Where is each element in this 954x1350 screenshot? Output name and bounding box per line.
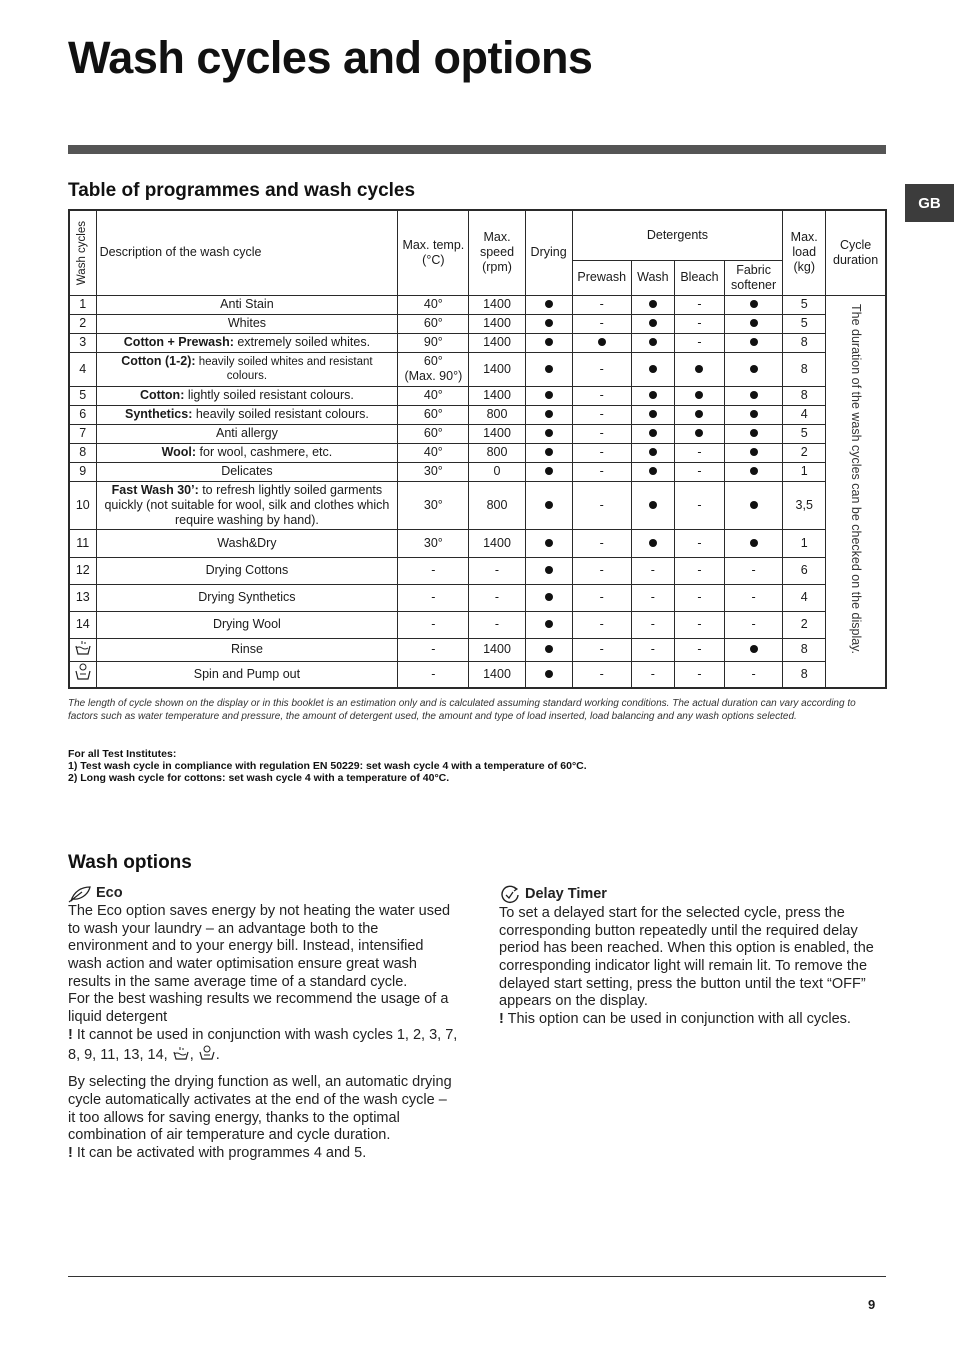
table-row: [69, 405, 886, 424]
spin-pump-icon: [198, 1045, 216, 1061]
spin-pump-icon: [69, 661, 96, 688]
bleach-cell: -: [674, 462, 724, 481]
max-load-cell: 5: [783, 424, 826, 443]
drying-cell: [525, 462, 572, 481]
max-speed-cell: -: [469, 584, 525, 611]
header-detergents: Detergents: [572, 210, 783, 260]
bleach-cell: -: [674, 611, 724, 638]
header-bleach: Bleach: [674, 260, 724, 295]
header-max-temp: Max. temp. (°C): [398, 210, 469, 295]
drying-cell: [525, 333, 572, 352]
cycle-description: Cotton + Prewash: extremely soiled whites.: [96, 333, 398, 352]
drying-cell: [525, 443, 572, 462]
bleach-cell: -: [674, 557, 724, 584]
wash-cell: [631, 295, 674, 314]
cycle-description: Rinse: [96, 638, 398, 661]
test-institutes-note: [68, 748, 587, 784]
drying-cell: [525, 424, 572, 443]
softener-cell: [725, 462, 783, 481]
page-title: Wash cycles and options: [68, 32, 593, 83]
max-speed-cell: 1400: [469, 529, 525, 557]
max-speed-cell: 1400: [469, 333, 525, 352]
test-institutes-heading: For all Test Institutes:: [68, 748, 177, 760]
programmes-table: [68, 209, 887, 689]
max-load-cell: 8: [783, 638, 826, 661]
cycle-description: Whites: [96, 314, 398, 333]
wash-cell: [631, 352, 674, 386]
wash-cell: [631, 481, 674, 529]
prewash-cell: -: [572, 529, 631, 557]
softener-cell: [725, 352, 783, 386]
header-description: Description of the wash cycle: [96, 210, 398, 295]
bleach-cell: [674, 405, 724, 424]
prewash-cell: -: [572, 638, 631, 661]
max-load-cell: 5: [783, 295, 826, 314]
max-speed-cell: -: [469, 611, 525, 638]
delay-timer-icon: [499, 885, 521, 905]
max-load-cell: 1: [783, 462, 826, 481]
language-tab: GB: [905, 184, 954, 222]
softener-cell: [725, 443, 783, 462]
table-row: [69, 661, 886, 688]
bleach-cell: -: [674, 529, 724, 557]
cycle-number: 3: [69, 333, 96, 352]
max-temp-cell: 30°: [398, 481, 469, 529]
footer-divider: [68, 1276, 886, 1277]
bleach-cell: [674, 424, 724, 443]
prewash-cell: -: [572, 443, 631, 462]
softener-cell: [725, 638, 783, 661]
drying-cell: [525, 557, 572, 584]
cycle-number: 11: [69, 529, 96, 557]
delay-timer-warning: ! This option can be used in conjunction with all cycles.: [499, 1011, 851, 1028]
max-speed-cell: 0: [469, 462, 525, 481]
max-temp-cell: 60°: [398, 405, 469, 424]
table-row: [69, 638, 886, 661]
max-temp-cell: 60° (Max. 90°): [398, 352, 469, 386]
wash-cell: -: [631, 584, 674, 611]
max-temp-cell: -: [398, 661, 469, 688]
wash-cell: [631, 424, 674, 443]
drying-cell: [525, 638, 572, 661]
max-speed-cell: 1400: [469, 386, 525, 405]
max-load-cell: 4: [783, 584, 826, 611]
prewash-cell: -: [572, 557, 631, 584]
bleach-cell: -: [674, 333, 724, 352]
softener-cell: -: [725, 557, 783, 584]
cycle-number: 8: [69, 443, 96, 462]
wash-cell: [631, 314, 674, 333]
max-speed-cell: 800: [469, 405, 525, 424]
eco-paragraph-2: For the best washing results we recommend the usage of a liquid detergent: [68, 991, 449, 1026]
wash-cell: -: [631, 638, 674, 661]
header-cycle-duration: Cycle duration: [826, 210, 886, 295]
cycle-duration-note: The duration of the wash cycles can be checked on the display.: [826, 295, 886, 688]
cycle-number: 9: [69, 462, 96, 481]
max-temp-cell: 60°: [398, 314, 469, 333]
header-drying: Drying: [525, 210, 572, 295]
eco-warning-2: ! It can be activated with programmes 4 and 5.: [68, 1144, 367, 1161]
bleach-cell: -: [674, 295, 724, 314]
cycle-number: 10: [69, 481, 96, 529]
drying-cell: [525, 661, 572, 688]
cycle-number: 4: [69, 352, 96, 386]
header-fabric-softener: Fabric softener: [725, 260, 783, 295]
drying-cell: [525, 386, 572, 405]
prewash-cell: [572, 333, 631, 352]
header-wash-cycles: Wash cycles: [69, 210, 96, 295]
cycle-number: 13: [69, 584, 96, 611]
cycle-description: Wash&Dry: [96, 529, 398, 557]
cycle-description: Cotton: lightly soiled resistant colours.: [96, 386, 398, 405]
bleach-cell: [674, 352, 724, 386]
max-speed-cell: 1400: [469, 638, 525, 661]
max-load-cell: 2: [783, 611, 826, 638]
cycle-description: Fast Wash 30’: to refresh lightly soiled garments quickly (not suitable for wool, silk and clothes which require washing by hand).: [96, 481, 398, 529]
table-row: [69, 314, 886, 333]
cycle-number: 6: [69, 405, 96, 424]
cycle-description: Anti Stain: [96, 295, 398, 314]
prewash-cell: -: [572, 352, 631, 386]
max-load-cell: 2: [783, 443, 826, 462]
header-prewash: Prewash: [572, 260, 631, 295]
max-temp-cell: -: [398, 638, 469, 661]
drying-cell: [525, 405, 572, 424]
softener-cell: [725, 386, 783, 405]
wash-cell: -: [631, 661, 674, 688]
cycle-description: Cotton (1-2): heavily soiled whites and resistant colours.: [96, 352, 398, 386]
cycle-number: 1: [69, 295, 96, 314]
wash-cell: [631, 405, 674, 424]
delay-timer-label: Delay Timer: [525, 886, 607, 903]
header-max-speed: Max. speed (rpm): [469, 210, 525, 295]
max-speed-cell: 1400: [469, 352, 525, 386]
drying-cell: [525, 584, 572, 611]
table-row: [69, 386, 886, 405]
test-institutes-line1: 1) Test wash cycle in compliance with regulation EN 50229: set wash cycle 4 with a temperature of 60°C.: [68, 760, 587, 773]
cycle-description: Spin and Pump out: [96, 661, 398, 688]
table-row: [69, 462, 886, 481]
wash-cell: [631, 443, 674, 462]
max-speed-cell: -: [469, 557, 525, 584]
prewash-cell: -: [572, 481, 631, 529]
softener-cell: [725, 314, 783, 333]
header-wash: Wash: [631, 260, 674, 295]
table-row: [69, 584, 886, 611]
prewash-cell: -: [572, 314, 631, 333]
drying-cell: [525, 611, 572, 638]
max-temp-cell: 40°: [398, 295, 469, 314]
cycle-number: 7: [69, 424, 96, 443]
max-temp-cell: 90°: [398, 333, 469, 352]
softener-cell: -: [725, 584, 783, 611]
max-temp-cell: 40°: [398, 386, 469, 405]
table-row: [69, 443, 886, 462]
softener-cell: -: [725, 661, 783, 688]
bleach-cell: -: [674, 638, 724, 661]
wash-cell: -: [631, 557, 674, 584]
softener-cell: [725, 333, 783, 352]
softener-cell: [725, 295, 783, 314]
max-temp-cell: 30°: [398, 529, 469, 557]
table-row: [69, 424, 886, 443]
header-max-load: Max. load (kg): [783, 210, 826, 295]
max-speed-cell: 1400: [469, 661, 525, 688]
eco-leaf-icon: [68, 885, 92, 903]
rinse-icon: [69, 638, 96, 661]
duration-footnote: The length of cycle shown on the display or in this booklet is an estimation only and is calculated assuming standard working conditions. The actual duration can vary according to factors such as water temperature and pressure, the amount of detergent used, the amount and type of load inserted, load balancing and any wash options selected.: [68, 698, 856, 723]
prewash-cell: -: [572, 611, 631, 638]
table-row: [69, 295, 886, 314]
table-section-title: Table of programmes and wash cycles: [68, 180, 416, 201]
softener-cell: [725, 481, 783, 529]
eco-paragraph-3: By selecting the drying function as well, an automatic drying cycle automatically activates at the end of the wash cycle – it too allows for saving energy, thanks to the optimal combination of air temperature and cycle duration.: [68, 1074, 452, 1144]
bleach-cell: -: [674, 584, 724, 611]
table-row: [69, 611, 886, 638]
wash-cell: -: [631, 611, 674, 638]
prewash-cell: -: [572, 405, 631, 424]
cycle-description: Drying Cottons: [96, 557, 398, 584]
wash-cell: [631, 333, 674, 352]
table-row: [69, 352, 886, 386]
eco-option: [68, 885, 458, 1163]
max-speed-cell: 800: [469, 443, 525, 462]
cycle-description: Drying Wool: [96, 611, 398, 638]
delay-timer-option: [499, 885, 889, 1029]
prewash-cell: -: [572, 295, 631, 314]
max-load-cell: 8: [783, 661, 826, 688]
title-divider: [68, 145, 886, 154]
drying-cell: [525, 352, 572, 386]
page-number: 9: [868, 1297, 876, 1312]
eco-paragraph-1: The Eco option saves energy by not heating the water used to wash your laundry – an advantage both to the environment and to your energy bill. Instead, intensified wash action and water optimisation ensure great wash results in the same average time of a standard cycle.: [68, 903, 451, 990]
prewash-cell: -: [572, 661, 631, 688]
bleach-cell: -: [674, 661, 724, 688]
max-temp-cell: 60°: [398, 424, 469, 443]
max-speed-cell: 1400: [469, 424, 525, 443]
prewash-cell: -: [572, 584, 631, 611]
cycle-description: Synthetics: heavily soiled resistant colours.: [96, 405, 398, 424]
max-speed-cell: 1400: [469, 314, 525, 333]
drying-cell: [525, 529, 572, 557]
wash-cell: [631, 462, 674, 481]
table-row: [69, 529, 886, 557]
prewash-cell: -: [572, 386, 631, 405]
cycle-number: 5: [69, 386, 96, 405]
eco-label: Eco: [96, 885, 123, 902]
drying-cell: [525, 314, 572, 333]
eco-warning-1: ! It cannot be used in conjunction with wash cycles 1, 2, 3, 7, 8, 9, 11, 13, 14, , .: [68, 1026, 458, 1063]
bleach-cell: -: [674, 314, 724, 333]
bleach-cell: [674, 386, 724, 405]
wash-cell: [631, 386, 674, 405]
drying-cell: [525, 295, 572, 314]
max-load-cell: 8: [783, 352, 826, 386]
cycle-description: Delicates: [96, 462, 398, 481]
test-institutes-line2: 2) Long wash cycle for cottons: set wash cycle 4 with a temperature of 40°C.: [68, 772, 450, 785]
max-load-cell: 8: [783, 333, 826, 352]
wash-options-title: Wash options: [68, 852, 192, 873]
max-load-cell: 6: [783, 557, 826, 584]
cycle-number: 2: [69, 314, 96, 333]
max-load-cell: 5: [783, 314, 826, 333]
drying-cell: [525, 481, 572, 529]
delay-timer-paragraph: To set a delayed start for the selected cycle, press the corresponding button repeatedly until the required delay period has been reached. When this option is enabled, the corresponding indicator light will remain lit. To remove the delayed start setting, press the button until the text “OFF” appears on the display.: [499, 905, 874, 1010]
softener-cell: [725, 424, 783, 443]
table-row: [69, 481, 886, 529]
softener-cell: -: [725, 611, 783, 638]
prewash-cell: -: [572, 462, 631, 481]
softener-cell: [725, 529, 783, 557]
cycle-number: 12: [69, 557, 96, 584]
warning-mark: !: [68, 1026, 73, 1043]
max-load-cell: 8: [783, 386, 826, 405]
max-load-cell: 1: [783, 529, 826, 557]
max-load-cell: 4: [783, 405, 826, 424]
wash-cell: [631, 529, 674, 557]
rinse-icon: [172, 1046, 190, 1061]
max-temp-cell: 40°: [398, 443, 469, 462]
max-temp-cell: -: [398, 611, 469, 638]
table-row: [69, 333, 886, 352]
max-temp-cell: -: [398, 557, 469, 584]
cycle-description: Drying Synthetics: [96, 584, 398, 611]
max-temp-cell: -: [398, 584, 469, 611]
bleach-cell: -: [674, 481, 724, 529]
cycle-description: Anti allergy: [96, 424, 398, 443]
max-speed-cell: 1400: [469, 295, 525, 314]
max-speed-cell: 800: [469, 481, 525, 529]
table-row: [69, 557, 886, 584]
max-temp-cell: 30°: [398, 462, 469, 481]
cycle-description: Wool: for wool, cashmere, etc.: [96, 443, 398, 462]
softener-cell: [725, 405, 783, 424]
max-load-cell: 3,5: [783, 481, 826, 529]
cycle-number: 14: [69, 611, 96, 638]
bleach-cell: -: [674, 443, 724, 462]
prewash-cell: -: [572, 424, 631, 443]
